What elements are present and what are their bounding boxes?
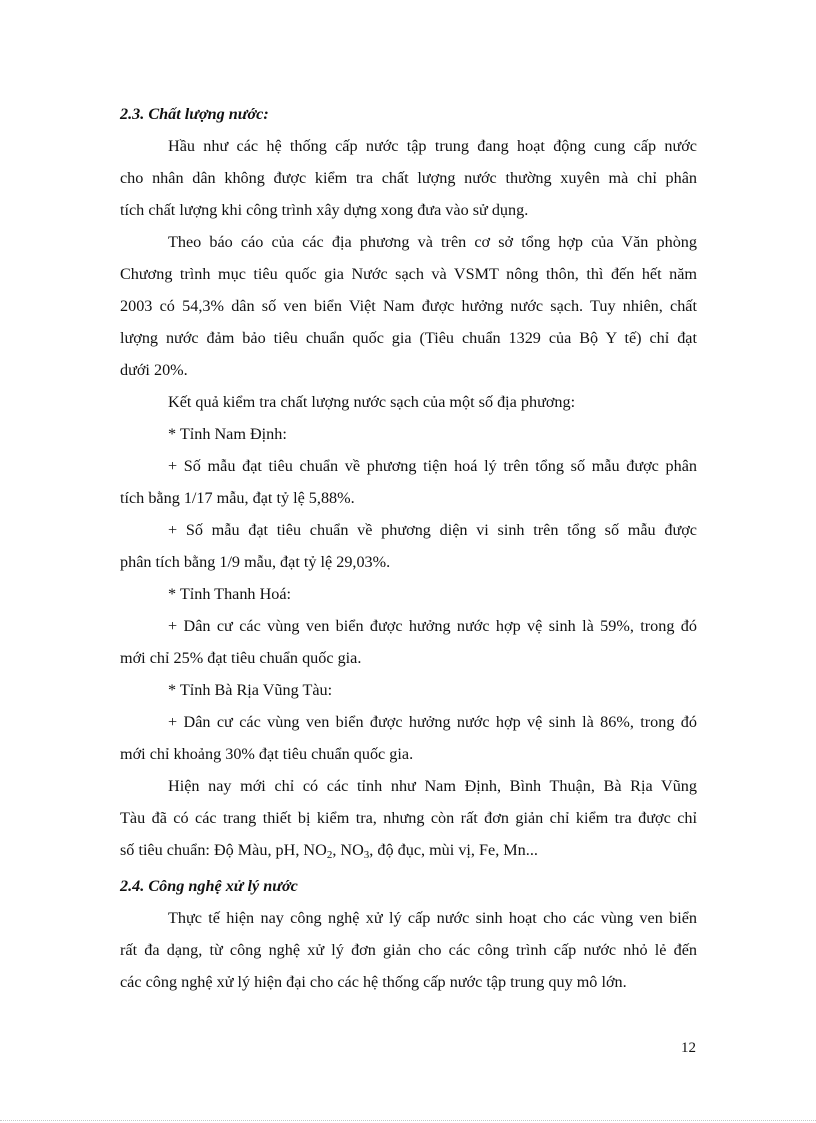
paragraph-line-formula [120,840,697,860]
paragraph-line: Hầu như các hệ thống cấp nước tập trung đang hoạt động cung cấp nước [168,137,697,155]
list-item: * Tỉnh Thanh Hoá: [168,585,292,603]
subscript: 3 [363,849,370,861]
paragraph-line: + Dân cư các vùng ven biển được hưởng nước hợp vệ sinh là 59%, trong đó [168,617,697,635]
paragraph-line: tích bằng 1/17 mẫu, đạt tỷ lệ 5,88%. [120,489,355,507]
formula-text: số tiêu chuẩn: Độ Màu, pH, NO [120,841,327,859]
paragraph-line: các công nghệ xử lý hiện đại cho các hệ thống cấp nước tập trung quy mô lớn. [120,973,627,991]
paragraph-line: mới chỉ khoảng 30% đạt tiêu chuẩn quốc gia. [120,745,414,763]
page-bottom-divider [0,1120,816,1121]
paragraph-line: Chương trình mục tiêu quốc gia Nước sạch và VSMT nông thôn, thì đến hết năm [120,265,697,283]
paragraph-line: cho nhân dân không được kiểm tra chất lượng nước thường xuyên mà chỉ phân [120,169,697,187]
paragraph-line: + Dân cư các vùng ven biển được hưởng nước hợp vệ sinh là 86%, trong đó [168,713,697,731]
list-item: * Tỉnh Bà Rịa Vũng Tàu: [168,681,333,699]
formula-text: , độ đục, mùi vị, Fe, Mn... [369,841,538,859]
paragraph-line: + Số mẫu đạt tiêu chuẩn về phương diện vi sinh trên tổng số mẫu được [168,521,697,539]
paragraph-line: phân tích bằng 1/9 mẫu, đạt tỷ lệ 29,03%. [120,553,391,571]
paragraph-line: Theo báo cáo của các địa phương và trên cơ sở tổng hợp của Văn phòng [168,233,697,251]
list-item: * Tỉnh Nam Định: [168,425,287,443]
paragraph-line: Thực tế hiện nay công nghệ xử lý cấp nước sinh hoạt cho các vùng ven biển [168,909,697,927]
paragraph-line: rất đa dạng, từ công nghệ xử lý đơn giản cho các công trình cấp nước nhỏ lẻ đến [120,941,697,959]
page-number: 12 [681,1040,696,1056]
paragraph-line: dưới 20%. [120,361,188,379]
paragraph-line: tích chất lượng khi công trình xây dựng xong đưa vào sử dụng. [120,201,529,219]
paragraph-line: lượng nước đảm bảo tiêu chuẩn quốc gia (Tiêu chuẩn 1329 của Bộ Y tế) chỉ đạt [120,329,697,347]
formula-text: , NO [332,841,364,859]
paragraph-line: mới chỉ 25% đạt tiêu chuẩn quốc gia. [120,649,362,667]
subscript: 2 [326,849,333,861]
paragraph-line: Hiện nay mới chỉ có các tỉnh như Nam Định, Bình Thuận, Bà Rịa Vũng [168,777,697,795]
section-heading: 2.3. Chất lượng nước: [120,105,269,123]
section-heading: 2.4. Công nghệ xử lý nước [120,877,298,895]
paragraph-line: 2003 có 54,3% dân số ven biển Việt Nam được hưởng nước sạch. Tuy nhiên, chất [120,297,697,315]
paragraph-line: Kết quả kiểm tra chất lượng nước sạch của một số địa phương: [168,393,576,411]
paragraph-line: + Số mẫu đạt tiêu chuẩn về phương tiện hoá lý trên tổng số mẫu được phân [168,457,697,475]
paragraph-line: Tàu đã có các trang thiết bị kiểm tra, nhưng còn rất đơn giản chỉ kiểm tra được chỉ [120,809,697,827]
